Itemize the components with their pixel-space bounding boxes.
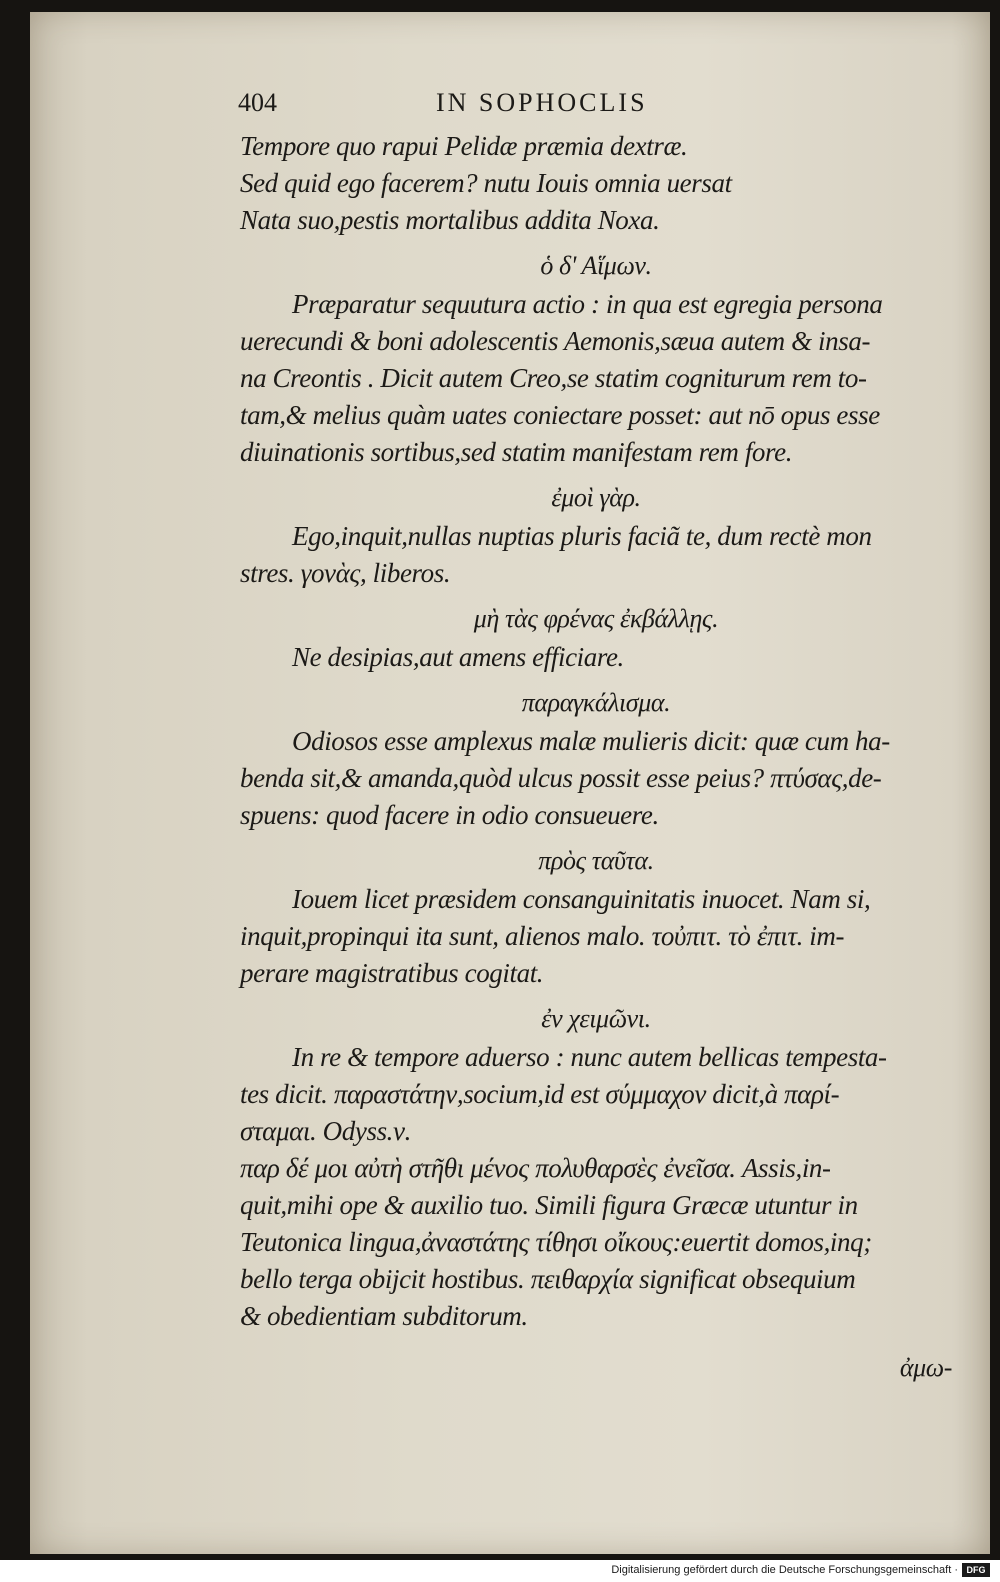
text-line: Præparatur sequutura actio : in qua est egregia persona (292, 289, 883, 319)
text-line: stres. γονὰς, liberos. (240, 558, 451, 588)
text-line: Ego,inquit,nullas nuptias pluris faciã te, dum rectè mon (292, 521, 872, 551)
text-line: diuinationis sortibus,sed statim manifestam rem fore. (240, 437, 793, 467)
page-header (240, 88, 952, 128)
text-line: bello terga obijcit hostibus. πειθαρχία significat obsequium (240, 1264, 856, 1294)
paragraph-7 (240, 1039, 952, 1335)
text-line: perare magistratibus cogitat. (240, 958, 544, 988)
greek-lemma: ἐμοὶ γὰρ. (551, 483, 641, 512)
text-line: Odiosos esse amplexus malæ mulieris dicit: quæ cum ha- (292, 726, 890, 756)
text-line: Tempore quo rapui Pelidæ præmia dextræ. (240, 131, 688, 161)
text-line: tam,& melius quàm uates coniectare posset: aut nō opus esse (240, 400, 880, 430)
footer-bar (0, 1560, 1000, 1582)
text-line: benda sit,& amanda,quòd ulcus possit esse peius? πτύσας,de- (240, 763, 882, 793)
paragraph-4 (240, 639, 952, 676)
text-line: Ne desipias,aut amens efficiare. (292, 642, 624, 672)
running-title: IN SOPHOCLIS (436, 88, 648, 117)
text-line: Iouem licet præsidem consanguinitatis inuocet. Nam si, (292, 884, 871, 914)
text-line: Nata suo,pestis mortalibus addita Noxa. (240, 205, 660, 235)
catchword: ἀμω- (899, 1353, 952, 1382)
paragraph-5 (240, 723, 952, 834)
paragraph-3 (240, 518, 952, 592)
text-line: spuens: quod facere in odio consueuere. (240, 800, 659, 830)
paragraph-6 (240, 881, 952, 992)
dfg-logo: DFG (962, 1563, 990, 1577)
text-line: παρ δέ μοι αὐτὴ στῆθι μένος πολυθαρσὲς ἐνεῖσα. Assis,in- (240, 1153, 831, 1183)
text-line: tes dicit. παραστάτην,socium,id est σύμμαχον dicit,à παρί- (240, 1079, 840, 1109)
greek-lemma: ὁ δ' Αἵμων. (540, 251, 652, 280)
page-text (240, 88, 952, 1386)
greek-lemma: μὴ τὰς φρένας ἐκβάλλῃς. (473, 604, 719, 633)
text-line: na Creontis . Dicit autem Creo,se statim cogniturum rem to- (240, 363, 867, 393)
text-line: inquit,propinqui ita sunt, alienos malo. τοὐπιτ. τὸ ἐπιτ. im- (240, 921, 845, 951)
text-line: In re & tempore aduerso : nunc autem bellicas tempesta- (292, 1042, 887, 1072)
paragraph-1 (240, 128, 952, 239)
funding-credit: Digitalisierung gefördert durch die Deutsche Forschungsgemeinschaft · (611, 1564, 958, 1576)
greek-lemma: ἐν χειμῶνι. (541, 1004, 651, 1033)
text-line: σταμαι. Odyss.ν. (240, 1116, 411, 1146)
greek-lemma: παραγκάλισμα. (521, 688, 671, 717)
paragraph-2 (240, 286, 952, 471)
greek-lemma: πρὸς ταῦτα. (538, 846, 654, 875)
text-line: uerecundi & boni adolescentis Aemonis,sæua autem & insa- (240, 326, 871, 356)
text-line: & obedientiam subditorum. (240, 1301, 528, 1331)
page-number: 404 (238, 88, 277, 117)
text-line: Teutonica lingua,ἀναστάτης τίθησι οἴκους:euertit domos,inq; (240, 1227, 872, 1257)
text-line: Sed quid ego facerem? nutu Iouis omnia uersat (240, 168, 732, 198)
text-line: quit,mihi ope & auxilio tuo. Simili figura Græcæ utuntur in (240, 1190, 858, 1220)
